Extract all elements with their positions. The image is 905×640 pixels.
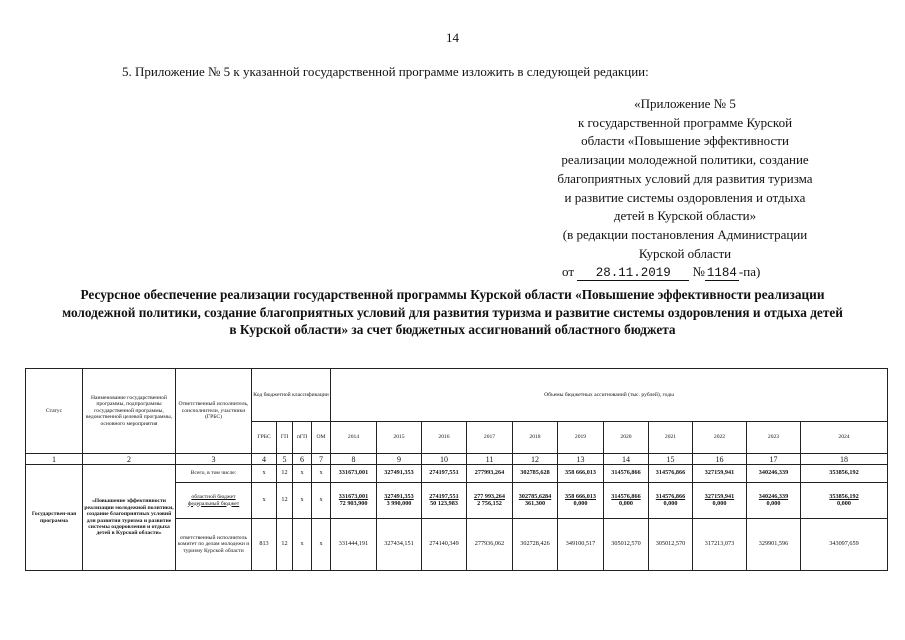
- value-cell: [377, 483, 422, 519]
- value-federal: 3 990,000: [386, 499, 412, 507]
- value-federal: 0,000: [837, 499, 851, 507]
- code-cell: x: [293, 519, 312, 571]
- header-code-col: ОМ: [312, 422, 331, 454]
- value-federal: 72 903,900: [339, 499, 368, 507]
- item-text: 5. Приложение № 5 к указанной государственной программе изложить в следующей редакции:: [122, 64, 649, 79]
- code-cell: x: [252, 465, 277, 483]
- value-cell: [467, 483, 513, 519]
- index-cell: 3: [176, 454, 252, 465]
- value-regional: 277 993,264: [474, 493, 505, 501]
- value-regional: 327491,353: [384, 493, 414, 501]
- index-cell: 14: [604, 454, 649, 465]
- value-cell: [693, 483, 747, 519]
- value-cell: 327491,353: [377, 465, 422, 483]
- value-cell: 340246,339: [747, 465, 801, 483]
- page-number: 14: [446, 30, 459, 45]
- value-cell: 274140,349: [422, 519, 467, 571]
- index-cell: 11: [467, 454, 513, 465]
- value-cell: 353856,192: [801, 465, 888, 483]
- code-cell: 813: [252, 519, 277, 571]
- value-cell: 331444,191: [331, 519, 377, 571]
- code-cell: x: [312, 483, 331, 519]
- appendix-date: 28.11.2019: [577, 266, 689, 281]
- index-cell: 6: [293, 454, 312, 465]
- appendix-line: и развитие системы оздоровления и отдыха: [564, 189, 806, 205]
- header-code-col: ГРБС: [252, 422, 277, 454]
- header-year: 2017: [467, 422, 513, 454]
- appendix-line: детей в Курской области»: [613, 208, 757, 224]
- status-cell: Государствен-ная программа: [26, 465, 83, 571]
- value-cell: [422, 483, 467, 519]
- header-year: 2023: [747, 422, 801, 454]
- appendix-suffix: -па): [738, 264, 761, 280]
- document-title: Ресурсное обеспечение реализации государственной программы Курской области «Повышение эффективности реализации молодежной политики, создание благоприятных условий для развития туризма и развитие системы оздоровления и отдыха детей в Курской области» за счет бюджетных ассигнований областного бюджета: [62, 287, 843, 337]
- value-regional: 314576,866: [611, 493, 641, 501]
- header-code-col: ГП: [277, 422, 293, 454]
- index-cell: 15: [649, 454, 693, 465]
- header-year: 2015: [377, 422, 422, 454]
- value-regional: 331673,001: [338, 493, 369, 501]
- value-cell: [801, 483, 888, 519]
- code-cell: 12: [277, 483, 293, 519]
- appendix-line: (в редакции постановления Администрации: [562, 226, 808, 242]
- value-regional: 358 666,013: [565, 493, 596, 501]
- program-name-cell: «Повышение эффективности реализации молодежной политики, создание благоприятных условий для развития туризма и развитие системы оздоровления и отдыха детей в Курской области»: [83, 465, 176, 571]
- appendix-line: благоприятных условий для развития туризма: [557, 170, 813, 186]
- executor-cell: Всего, в том числе:: [176, 465, 252, 483]
- value-regional: 302785,6284: [518, 493, 552, 501]
- code-cell: 12: [277, 519, 293, 571]
- index-cell: 1: [26, 454, 83, 465]
- header-year: 2019: [558, 422, 604, 454]
- value-cell: 302728,426: [513, 519, 558, 571]
- header-year: 2022: [693, 422, 747, 454]
- value-cell: 331673,001: [331, 465, 377, 483]
- code-cell: x: [312, 465, 331, 483]
- header-executor: Ответственный исполнитель, соисполнители, участники (ГРБС): [176, 369, 252, 454]
- appendix-line: области «Повышение эффективности: [581, 133, 789, 149]
- value-cell: 302785,628: [513, 465, 558, 483]
- value-cell: 343097,659: [801, 519, 888, 571]
- value-cell: [604, 483, 649, 519]
- appendix-line: реализации молодежной политики, создание: [561, 152, 809, 168]
- index-cell: 5: [277, 454, 293, 465]
- header-year: 2018: [513, 422, 558, 454]
- value-cell: 327434,151: [377, 519, 422, 571]
- appendix-date-line: [540, 263, 830, 282]
- value-federal: 50 123,983: [430, 499, 458, 507]
- value-cell: 329901,596: [747, 519, 801, 571]
- header-code: Код бюджетной классификации: [252, 369, 331, 422]
- code-cell: x: [252, 483, 277, 519]
- value-cell: 349100,517: [558, 519, 604, 571]
- value-regional: 327159,941: [704, 493, 735, 501]
- value-cell: 277993,264: [467, 465, 513, 483]
- index-cell: 17: [747, 454, 801, 465]
- value-regional: 340246,339: [758, 493, 789, 501]
- value-cell: [558, 483, 604, 519]
- code-cell: x: [293, 465, 312, 483]
- value-cell: [513, 483, 558, 519]
- index-cell: 2: [83, 454, 176, 465]
- value-cell: 317213,073: [693, 519, 747, 571]
- value-federal: 0,000: [573, 499, 588, 507]
- header-year: 2016: [422, 422, 467, 454]
- index-cell: 16: [693, 454, 747, 465]
- index-cell: 8: [331, 454, 377, 465]
- value-cell: 358 666,013: [558, 465, 604, 483]
- index-cell: 9: [377, 454, 422, 465]
- header-code-col: пГП: [293, 422, 312, 454]
- header-status: Статус: [26, 369, 83, 454]
- value-federal: 0,000: [619, 499, 633, 507]
- index-row: [26, 454, 888, 465]
- header-volumes: Объемы бюджетных ассигнований (тыс. рублей), годы: [331, 369, 888, 422]
- index-cell: 10: [422, 454, 467, 465]
- value-federal: 0,000: [712, 499, 727, 507]
- header-year: 2020: [604, 422, 649, 454]
- header-name: Наименование государственной программы, подпрограммы государственной программы, ведомственной целевой программы, основного мероприятия: [83, 369, 176, 454]
- value-cell: 277936,062: [467, 519, 513, 571]
- appendix-line: Курской области: [638, 245, 732, 261]
- header-year: 2024: [801, 422, 888, 454]
- code-cell: x: [312, 519, 331, 571]
- value-cell: 274197,551: [422, 465, 467, 483]
- value-cell: 305012,570: [604, 519, 649, 571]
- appendix-block: [540, 95, 830, 282]
- index-cell: 7: [312, 454, 331, 465]
- value-regional: 274197,551: [429, 493, 459, 501]
- appendix-line: «Приложение № 5: [634, 96, 736, 111]
- index-cell: 13: [558, 454, 604, 465]
- value-cell: 314576,866: [604, 465, 649, 483]
- executor-cell: ответственный исполнитель комитет по делам молодежи и туризму Курской области: [176, 519, 252, 571]
- index-cell: 18: [801, 454, 888, 465]
- value-cell: 305012,570: [649, 519, 693, 571]
- value-federal: 0,000: [663, 499, 678, 507]
- number-label: №: [692, 264, 705, 280]
- value-cell: [649, 483, 693, 519]
- code-cell: 12: [277, 465, 293, 483]
- index-cell: 12: [513, 454, 558, 465]
- index-cell: 4: [252, 454, 277, 465]
- header-year: 2014: [331, 422, 377, 454]
- value-cell: [331, 483, 377, 519]
- value-federal: 0,000: [766, 499, 781, 507]
- value-cell: 314576,866: [649, 465, 693, 483]
- executor-cell: областной бюджет федеральный бюджет: [176, 483, 252, 519]
- value-cell: 327159,941: [693, 465, 747, 483]
- resource-table: [25, 368, 888, 571]
- code-cell: x: [293, 483, 312, 519]
- from-label: от: [562, 264, 575, 280]
- table-row: [26, 465, 888, 483]
- value-federal: 361,300: [524, 499, 546, 507]
- value-cell: [747, 483, 801, 519]
- value-regional: 314576,866: [655, 493, 686, 501]
- appendix-number: 1184: [706, 266, 737, 281]
- value-regional: 353856,192: [829, 493, 859, 501]
- appendix-line: к государственной программе Курской: [577, 114, 793, 130]
- header-year: 2021: [649, 422, 693, 454]
- value-federal: 2 756,152: [477, 499, 502, 507]
